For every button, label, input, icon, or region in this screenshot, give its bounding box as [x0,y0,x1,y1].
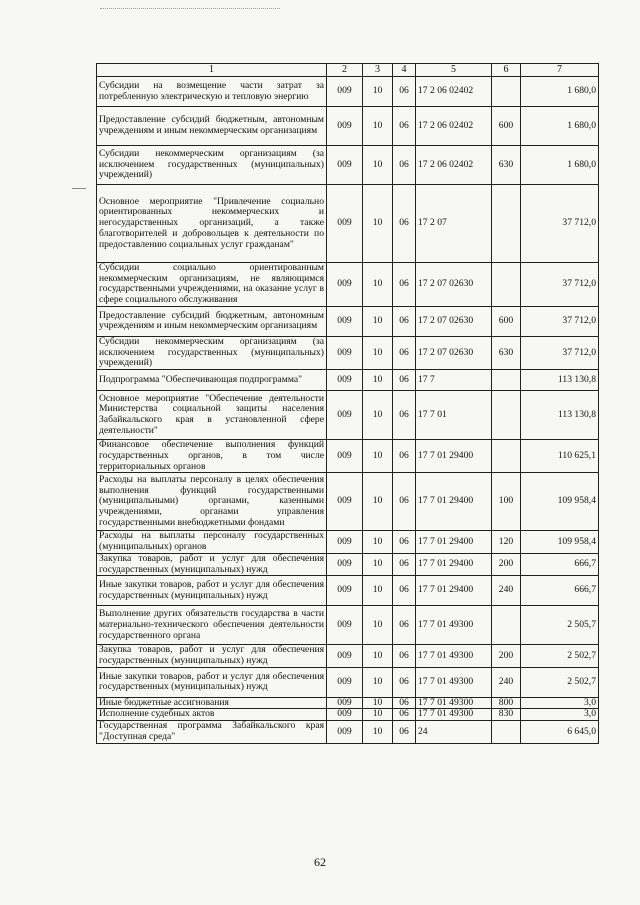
row-section-code: 10 [363,576,393,606]
row-target-item-code: 17 7 01 29400 [416,576,492,606]
row-target-item-code: 17 7 [416,370,492,391]
row-amount: 110 625,1 [521,440,599,473]
row-section-code: 10 [363,667,393,697]
row-target-item-code: 17 7 01 49300 [416,606,492,645]
row-target-item-code: 17 2 07 02630 [416,263,492,307]
row-subsection-code: 06 [393,721,416,743]
row-name-cell: Основное мероприятие "Привлечение социально ориентированных некоммерческих и негосударственных организаций, а также благотворителей и добровольцев к деятельности по предоставлению социальных услуг гражданам" [97,185,327,263]
row-amount: 1 680,0 [521,77,599,107]
row-admin-code: 009 [327,185,363,263]
row-admin-code: 009 [327,107,363,146]
row-subsection-code: 06 [393,391,416,440]
scan-artifact-dash [72,188,86,189]
row-admin-code: 009 [327,440,363,473]
row-subsection-code: 06 [393,576,416,606]
row-section-code: 10 [363,185,393,263]
row-name-cell: Расходы на выплаты персоналу в целях обеспечения выполнения функций государственными (муниципальными) органами, казенными учреждениями, органами управления государственными внебюджетными фондами [97,473,327,531]
page-number: 62 [314,855,326,869]
row-subsection-code: 06 [393,606,416,645]
table-row [97,370,599,391]
row-section-code: 10 [363,336,393,369]
row-name-cell: Предоставление субсидий бюджетным, автономным учреждениям и иным некоммерческим организациям [97,306,327,336]
row-target-item-code: 17 7 01 49300 [416,667,492,697]
row-name-cell: Исполнение судебных актов [97,709,327,721]
row-subsection-code: 06 [393,440,416,473]
row-expense-type-code: 830 [492,709,521,721]
row-target-item-code: 17 7 01 49300 [416,645,492,667]
header-cell-5: 5 [416,64,492,77]
row-amount: 1 680,0 [521,146,599,185]
row-target-item-code: 24 [416,721,492,743]
row-admin-code: 009 [327,77,363,107]
header-cell-1: 1 [97,64,327,77]
row-subsection-code: 06 [393,473,416,531]
row-admin-code: 009 [327,606,363,645]
row-amount: 37 712,0 [521,185,599,263]
row-section-code: 10 [363,473,393,531]
header-cell-6: 6 [492,64,521,77]
row-name-cell: Иные бюджетные ассигнования [97,697,327,709]
row-subsection-code: 06 [393,306,416,336]
row-target-item-code: 17 2 06 02402 [416,107,492,146]
row-admin-code: 009 [327,146,363,185]
row-admin-code: 009 [327,263,363,307]
row-subsection-code: 06 [393,185,416,263]
row-admin-code: 009 [327,391,363,440]
row-admin-code: 009 [327,370,363,391]
row-expense-type-code [492,391,521,440]
row-amount: 37 712,0 [521,306,599,336]
row-section-code: 10 [363,709,393,721]
row-name-cell: Субсидии некоммерческим организациям (за исключением государственных (муниципальных) учреждений) [97,146,327,185]
row-expense-type-code: 200 [492,553,521,575]
row-target-item-code: 17 7 01 29400 [416,531,492,553]
row-expense-type-code [492,370,521,391]
row-name-cell: Финансовое обеспечение выполнения функций государственных органов, в том числе территориальных органов [97,440,327,473]
row-section-code: 10 [363,107,393,146]
row-admin-code: 009 [327,576,363,606]
table-row [97,721,599,743]
row-amount: 113 130,8 [521,391,599,440]
table-row [97,336,599,369]
row-expense-type-code: 630 [492,336,521,369]
header-cell-2: 2 [327,64,363,77]
row-section-code: 10 [363,531,393,553]
row-section-code: 10 [363,263,393,307]
row-section-code: 10 [363,697,393,709]
row-subsection-code: 06 [393,709,416,721]
row-section-code: 10 [363,391,393,440]
row-expense-type-code: 240 [492,667,521,697]
row-admin-code: 009 [327,645,363,667]
row-admin-code: 009 [327,697,363,709]
row-amount: 37 712,0 [521,263,599,307]
row-name-cell: Субсидии некоммерческим организациям (за исключением государственных (муниципальных) учреждений) [97,336,327,369]
row-section-code: 10 [363,77,393,107]
table-row [97,667,599,697]
row-section-code: 10 [363,721,393,743]
row-name-cell: Выполнение других обязательств государства в части материально-технического обеспечения деятельности государственного органа [97,606,327,645]
row-amount: 1 680,0 [521,107,599,146]
row-section-code: 10 [363,440,393,473]
table-row [97,263,599,307]
row-expense-type-code: 100 [492,473,521,531]
row-subsection-code: 06 [393,667,416,697]
row-amount: 666,7 [521,576,599,606]
row-name-cell: Субсидии социально ориентированным некоммерческим организациям, не являющимся государственными учреждениями, на оказание услуг в сфере социального обслуживания [97,263,327,307]
table-row [97,709,599,721]
row-section-code: 10 [363,306,393,336]
row-expense-type-code: 200 [492,645,521,667]
row-name-cell: Основное мероприятие "Обеспечение деятельности Министерства социальной защиты населения Забайкальского края в установленной сфере деятельности" [97,391,327,440]
row-target-item-code: 17 7 01 49300 [416,709,492,721]
header-cell-7: 7 [521,64,599,77]
row-subsection-code: 06 [393,645,416,667]
row-target-item-code: 17 2 06 02402 [416,146,492,185]
row-admin-code: 009 [327,667,363,697]
row-subsection-code: 06 [393,107,416,146]
row-amount: 666,7 [521,553,599,575]
row-admin-code: 009 [327,709,363,721]
row-amount: 3,0 [521,697,599,709]
row-expense-type-code [492,77,521,107]
row-target-item-code: 17 7 01 [416,391,492,440]
row-expense-type-code [492,606,521,645]
row-subsection-code: 06 [393,531,416,553]
row-section-code: 10 [363,645,393,667]
row-target-item-code: 17 7 01 29400 [416,473,492,531]
row-admin-code: 009 [327,306,363,336]
table-row [97,77,599,107]
row-admin-code: 009 [327,553,363,575]
table-header-row [97,64,599,77]
row-amount: 2 505,7 [521,606,599,645]
row-amount: 6 645,0 [521,721,599,743]
row-name-cell: Закупка товаров, работ и услуг для обеспечения государственных (муниципальных) нужд [97,645,327,667]
table-row [97,473,599,531]
row-expense-type-code: 120 [492,531,521,553]
row-section-code: 10 [363,146,393,185]
row-name-cell: Субсидии на возмещение части затрат за потребленную электрическую и тепловую энергию [97,77,327,107]
row-amount: 109 958,4 [521,473,599,531]
row-expense-type-code: 630 [492,146,521,185]
row-name-cell: Иные закупки товаров, работ и услуг для обеспечения государственных (муниципальных) нужд [97,667,327,697]
row-amount: 3,0 [521,709,599,721]
row-name-cell: Иные закупки товаров, работ и услуг для обеспечения государственных (муниципальных) нужд [97,576,327,606]
table-row [97,697,599,709]
row-subsection-code: 06 [393,336,416,369]
row-expense-type-code [492,721,521,743]
header-cell-4: 4 [393,64,416,77]
row-target-item-code: 17 7 01 29400 [416,440,492,473]
row-name-cell: Расходы на выплаты персоналу государственных (муниципальных) органов [97,531,327,553]
row-subsection-code: 06 [393,553,416,575]
table-row [97,440,599,473]
row-amount: 37 712,0 [521,336,599,369]
row-target-item-code: 17 2 07 02630 [416,336,492,369]
row-expense-type-code: 800 [492,697,521,709]
row-subsection-code: 06 [393,77,416,107]
table-row [97,553,599,575]
row-admin-code: 009 [327,473,363,531]
row-amount: 113 130,8 [521,370,599,391]
row-expense-type-code [492,440,521,473]
table-row [97,107,599,146]
row-section-code: 10 [363,606,393,645]
table-row [97,306,599,336]
row-amount: 2 502,7 [521,667,599,697]
table-row [97,146,599,185]
row-name-cell: Государственная программа Забайкальского края "Доступная среда" [97,721,327,743]
row-expense-type-code: 600 [492,306,521,336]
table-row [97,531,599,553]
row-target-item-code: 17 7 01 29400 [416,553,492,575]
table-row [97,576,599,606]
row-amount: 109 958,4 [521,531,599,553]
row-target-item-code: 17 2 06 02402 [416,77,492,107]
table-row [97,391,599,440]
row-section-code: 10 [363,553,393,575]
row-subsection-code: 06 [393,146,416,185]
table-row [97,645,599,667]
row-subsection-code: 06 [393,697,416,709]
row-name-cell: Предоставление субсидий бюджетным, автономным учреждениям и иным некоммерческим организациям [97,107,327,146]
row-admin-code: 009 [327,721,363,743]
row-admin-code: 009 [327,531,363,553]
row-expense-type-code [492,263,521,307]
budget-table [96,63,599,744]
table-row [97,185,599,263]
header-cell-3: 3 [363,64,393,77]
row-amount: 2 502,7 [521,645,599,667]
row-expense-type-code: 600 [492,107,521,146]
row-expense-type-code [492,185,521,263]
row-subsection-code: 06 [393,370,416,391]
table-row [97,606,599,645]
row-target-item-code: 17 2 07 [416,185,492,263]
row-admin-code: 009 [327,336,363,369]
scan-artifact-line [100,8,280,9]
row-subsection-code: 06 [393,263,416,307]
row-name-cell: Подпрограмма "Обеспечивающая подпрограмма" [97,370,327,391]
row-target-item-code: 17 7 01 49300 [416,697,492,709]
row-name-cell: Закупка товаров, работ и услуг для обеспечения государственных (муниципальных) нужд [97,553,327,575]
row-expense-type-code: 240 [492,576,521,606]
row-target-item-code: 17 2 07 02630 [416,306,492,336]
row-section-code: 10 [363,370,393,391]
